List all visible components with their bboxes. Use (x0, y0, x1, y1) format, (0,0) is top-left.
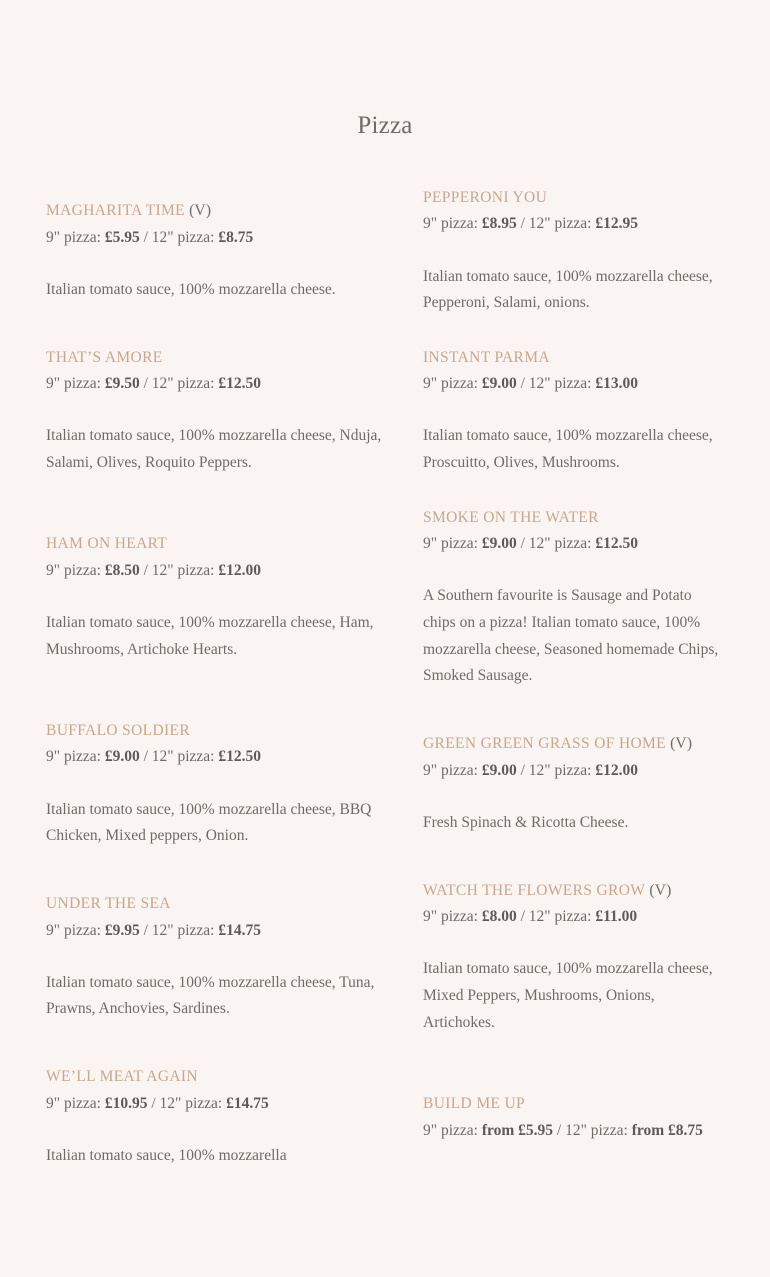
price-value-large: £12.95 (595, 215, 638, 233)
price-label-large: 12" pizza: (159, 1094, 223, 1112)
menu-item (46, 333, 401, 493)
menu-item-price (46, 918, 401, 943)
price-value-small: £9.50 (104, 375, 140, 393)
menu-item-name: PEPPERONI YOU (423, 189, 548, 206)
menu-item (46, 706, 401, 866)
price-label-small: 9" pizza: (423, 215, 478, 233)
menu-item-description: Italian tomato sauce, 100% mozzarella cheese, BBQ Chicken, Mixed peppers, Onion. (46, 800, 372, 845)
menu-item-description: Italian tomato sauce, 100% mozzarella cheese, Mixed Peppers, Mushrooms, Onions, Artichokes. (423, 960, 713, 1031)
menu-item-price (46, 371, 401, 396)
menu-item-name: INSTANT PARMA (423, 348, 550, 366)
price-label-large: 12" pizza: (151, 748, 215, 766)
menu-item-name: BUILD ME UP (423, 1095, 526, 1113)
price-value-large: £12.50 (218, 748, 261, 766)
price-label-small: 9" pizza: (46, 561, 101, 579)
menu-item-name: WE’LL MEAT AGAIN (46, 1068, 198, 1086)
price-value-large: from £8.75 (631, 1121, 703, 1139)
price-value-small: £8.95 (481, 215, 517, 233)
price-label-large: 12" pizza: (565, 1121, 628, 1139)
menu-item-price (46, 1091, 401, 1116)
price-separator: / (143, 921, 148, 939)
price-separator: / (143, 748, 148, 766)
menu-item-description: Italian tomato sauce, 100% mozzarella cheese, Ham, Mushrooms, Artichoke Hearts. (46, 614, 374, 658)
price-separator: / (143, 375, 148, 393)
price-label-small: 9" pizza: (46, 1094, 101, 1112)
price-value-small: £9.00 (481, 761, 517, 779)
price-label-large: 12" pizza: (528, 375, 592, 393)
price-label-small: 9" pizza: (46, 921, 101, 939)
menu-item (46, 186, 401, 319)
price-separator: / (143, 228, 148, 246)
price-separator: / (520, 215, 525, 233)
vegetarian-badge: (V) (185, 202, 212, 220)
menu-item (423, 866, 724, 1053)
price-separator: / (520, 535, 525, 553)
menu-item-description: Italian tomato sauce, 100% mozzarella cheese, Pepperoni, Salami, onions. (423, 267, 713, 312)
price-label-large: 12" pizza: (151, 921, 215, 939)
page-title: Pizza (357, 112, 413, 139)
menu-item-price (46, 225, 401, 250)
price-label-small: 9" pizza: (423, 535, 478, 553)
menu-item (423, 333, 724, 493)
price-separator: / (520, 761, 525, 779)
menu-item (423, 493, 724, 706)
price-label-small: 9" pizza: (423, 908, 478, 926)
price-label-large: 12" pizza: (528, 535, 592, 553)
menu-item-price (423, 531, 724, 556)
menu-item (46, 1052, 401, 1185)
price-value-large: £12.00 (595, 761, 638, 779)
price-value-small: £8.50 (104, 561, 140, 579)
menu-item-price (423, 1118, 724, 1143)
menu-item (46, 879, 401, 1039)
vegetarian-badge: (V) (645, 881, 672, 899)
menu-item-name: UNDER THE SEA (46, 895, 171, 913)
menu-item-price (46, 744, 401, 769)
price-label-small: 9" pizza: (46, 375, 101, 393)
menu-item (423, 1079, 724, 1159)
price-value-large: £12.50 (595, 535, 638, 553)
price-label-small: 9" pizza: (423, 375, 478, 393)
menu-item-name: BUFFALO SOLDIER (46, 721, 191, 739)
price-label-small: 9" pizza: (423, 1121, 478, 1139)
price-separator: / (151, 1094, 156, 1112)
menu-item-price (46, 558, 401, 583)
menu-item-description: Italian tomato sauce, 100% mozzarella cheese. (46, 280, 336, 298)
price-label-large: 12" pizza: (151, 561, 215, 579)
menu-item-name: MAGHARITA TIME (V) (46, 202, 212, 220)
menu-item (423, 173, 724, 333)
price-value-large: £14.75 (218, 921, 261, 939)
price-label-large: 12" pizza: (151, 375, 215, 393)
menu-item-description: Italian tomato sauce, 100% mozzarella (46, 1147, 287, 1164)
price-separator: / (556, 1121, 562, 1139)
price-label-large: 12" pizza: (528, 215, 592, 233)
menu-item-name: THAT’S AMORE (46, 348, 163, 366)
menu-item-name: WATCH THE FLOWERS GROW (V) (423, 881, 672, 899)
vegetarian-badge: (V) (666, 735, 693, 753)
price-separator: / (143, 561, 148, 579)
price-label-large: 12" pizza: (528, 908, 592, 926)
price-value-large: £12.50 (218, 375, 261, 393)
price-value-small: £5.95 (104, 228, 140, 246)
menu-item-description: Italian tomato sauce, 100% mozzarella cheese, Proscuitto, Olives, Mushrooms. (423, 427, 713, 472)
price-value-large: £13.00 (595, 375, 638, 393)
price-value-large: £11.00 (595, 908, 638, 926)
price-value-small: from £5.95 (481, 1121, 554, 1139)
price-separator: / (520, 908, 525, 926)
price-value-large: £14.75 (226, 1094, 269, 1112)
price-label-small: 9" pizza: (423, 761, 478, 779)
menu-item-price (423, 758, 724, 783)
menu-item-price (423, 371, 724, 396)
menu-item-description: Fresh Spinach & Ricotta Cheese. (423, 813, 629, 831)
menu-item (46, 519, 401, 679)
price-label-large: 12" pizza: (528, 761, 592, 779)
price-separator: / (520, 375, 525, 393)
price-value-large: £12.00 (218, 561, 261, 579)
price-label-large: 12" pizza: (151, 228, 215, 246)
price-value-small: £9.00 (104, 748, 140, 766)
price-value-small: £9.00 (481, 375, 517, 393)
menu-item-description: A Southern favourite is Sausage and Potato chips on a pizza! Italian tomato sauce, 100% mozzarella cheese, Seasoned homemade Chips, Smoked Sausage. (423, 587, 719, 685)
price-label-small: 9" pizza: (46, 748, 101, 766)
menu-grid (46, 173, 724, 1186)
menu-item-price (423, 211, 724, 236)
menu-item-name: SMOKE ON THE WATER (423, 508, 599, 526)
price-value-small: £9.00 (481, 535, 517, 553)
menu-item-description: Italian tomato sauce, 100% mozzarella cheese, Tuna, Prawns, Anchovies, Sardines. (46, 973, 375, 1018)
menu-item-description: Italian tomato sauce, 100% mozzarella cheese, Nduja, Salami, Olives, Roquito Peppers. (46, 427, 382, 472)
price-label-small: 9" pizza: (46, 228, 101, 246)
price-value-small: £9.95 (104, 921, 140, 939)
price-value-small: £10.95 (104, 1094, 148, 1112)
menu-item (423, 719, 724, 852)
price-value-small: £8.00 (481, 908, 517, 926)
price-value-large: £8.75 (218, 228, 254, 246)
menu-item-name: HAM ON HEART (46, 535, 168, 553)
menu-item-name: GREEN GREEN GRASS OF HOME (V) (423, 735, 693, 753)
menu-item-price (423, 904, 724, 929)
